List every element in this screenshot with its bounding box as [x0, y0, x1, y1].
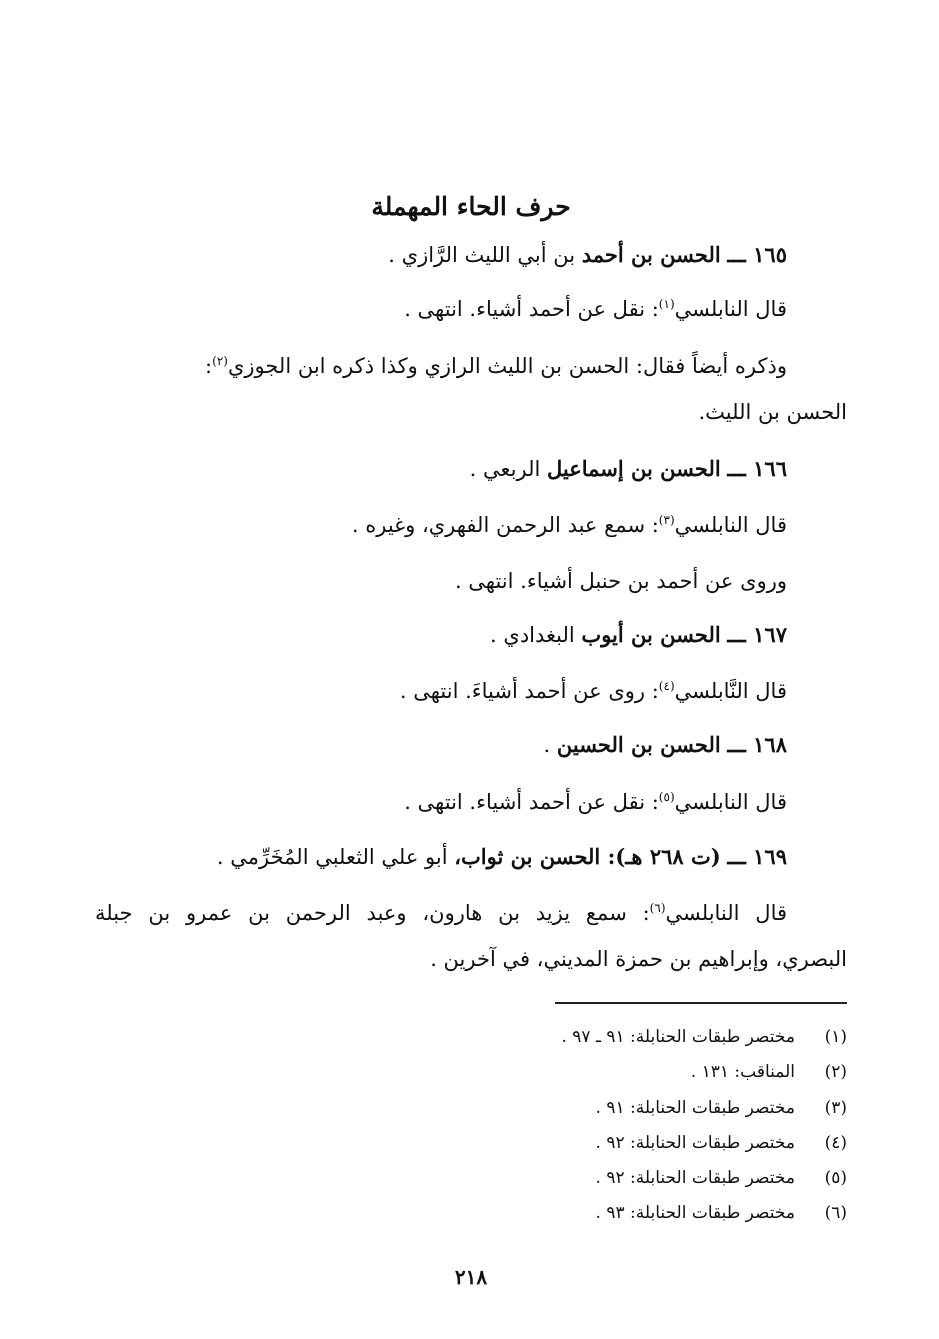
entry-166 — [95, 452, 787, 486]
entry-name: الحسن بن إسماعيل — [546, 456, 721, 481]
text-line: وروى عن أحمد بن حنبل أشياء. انتهى . — [454, 569, 787, 593]
text-span: قال النَّابلسي — [674, 679, 787, 703]
footnote-ref: (٤) — [658, 679, 675, 693]
footnote — [95, 1022, 847, 1052]
entry-name: الحسن بن أحمد — [581, 242, 721, 267]
text-line — [95, 508, 787, 542]
footnote-ref: (٥) — [658, 790, 675, 804]
footnote-text: مختصر طبقات الحنابلة: ٩٣ . — [595, 1203, 795, 1223]
text-line — [95, 785, 787, 819]
text-span: : — [205, 354, 213, 378]
footnote-text: مختصر طبقات الحنابلة: ٩٢ . — [595, 1168, 795, 1188]
footnote-ref: (٣) — [658, 513, 675, 527]
book-page — [95, 0, 847, 1339]
text-line: البصري، وإبراهيم بن حمزة المديني، في آخرين . — [430, 947, 847, 971]
entry-169 — [95, 840, 787, 874]
entry-rest: بن أبي الليث الرَّازي . — [388, 243, 582, 267]
entry-168 — [95, 728, 787, 762]
footnote-number: (٣) — [824, 1098, 847, 1118]
footnote-number: (٥) — [824, 1168, 847, 1188]
entry-rest: . — [543, 733, 557, 757]
text-span: قال النابلسي — [674, 790, 787, 814]
text-span: : روى عن أحمد أشياءَ. انتهى . — [399, 679, 659, 703]
footnote — [95, 1198, 847, 1228]
text-span: : نقل عن أحمد أشياء. انتهى . — [404, 790, 659, 814]
text-span: قال النابلسي — [674, 513, 787, 537]
footnote-ref: (٢) — [212, 354, 228, 368]
footnote-text: مختصر طبقات الحنابلة: ٩١ ـ ٩٧ . — [561, 1027, 795, 1047]
entry-number: ١٦٦ ـــ — [727, 456, 787, 481]
entry-rest: الربعي . — [469, 457, 547, 481]
footnote-ref: (٦) — [649, 901, 666, 915]
footnote — [95, 1163, 847, 1193]
entry-rest: البغدادي . — [490, 623, 582, 647]
footnote-number: (٦) — [824, 1203, 847, 1223]
footnote-number: (٤) — [824, 1133, 847, 1153]
text-span: قال النابلسي — [674, 297, 787, 321]
entry-167 — [95, 618, 787, 652]
footnote-number: (٢) — [824, 1062, 847, 1082]
footnote — [95, 1093, 847, 1123]
entry-number: ١٦٧ ـــ — [727, 622, 787, 647]
text-span: : سمع عبد الرحمن الفهري، وغيره . — [351, 513, 659, 537]
text-span: : سمع يزيد بن هارون، وعبد الرحمن بن عمرو بن جبلة — [95, 901, 650, 925]
text-line — [95, 896, 787, 930]
entry-name: الحسن بن الحسين — [556, 732, 721, 757]
text-line — [95, 292, 787, 326]
footnote — [95, 1128, 847, 1158]
section-heading: حرف الحاء المهملة — [371, 192, 571, 221]
text-line — [95, 349, 787, 383]
text-span: : نقل عن أحمد أشياء. انتهى . — [404, 297, 659, 321]
footnote-text: المناقب: ١٣١ . — [690, 1062, 795, 1082]
entry-name: الحسن بن أيوب — [581, 622, 721, 647]
entry-165 — [95, 238, 787, 272]
text-line: الحسن بن الليث. — [698, 400, 847, 424]
text-span: وذكره أيضاً فقال: الحسن بن الليث الرازي وكذا ذكره ابن الجوزي — [227, 354, 787, 378]
entry-number: ١٦٨ ـــ — [727, 732, 787, 757]
entry-name: (ت ٢٦٨ هـ): الحسن بن ثواب، — [454, 844, 721, 869]
footnote-divider — [555, 1002, 847, 1004]
footnote-ref: (١) — [658, 297, 675, 311]
page-number: ٢١٨ — [454, 1265, 488, 1289]
entry-number: ١٦٥ ـــ — [727, 242, 787, 267]
footnote-text: مختصر طبقات الحنابلة: ٩١ . — [595, 1098, 795, 1118]
footnote-text: مختصر طبقات الحنابلة: ٩٢ . — [595, 1133, 795, 1153]
footnote-number: (١) — [824, 1027, 847, 1047]
entry-number: ١٦٩ ـــ — [727, 844, 787, 869]
entry-rest: أبو علي الثعلبي المُخَرِّمي . — [216, 845, 455, 869]
text-span: قال النابلسي — [665, 901, 788, 925]
footnote — [95, 1057, 847, 1087]
text-line — [95, 674, 787, 708]
